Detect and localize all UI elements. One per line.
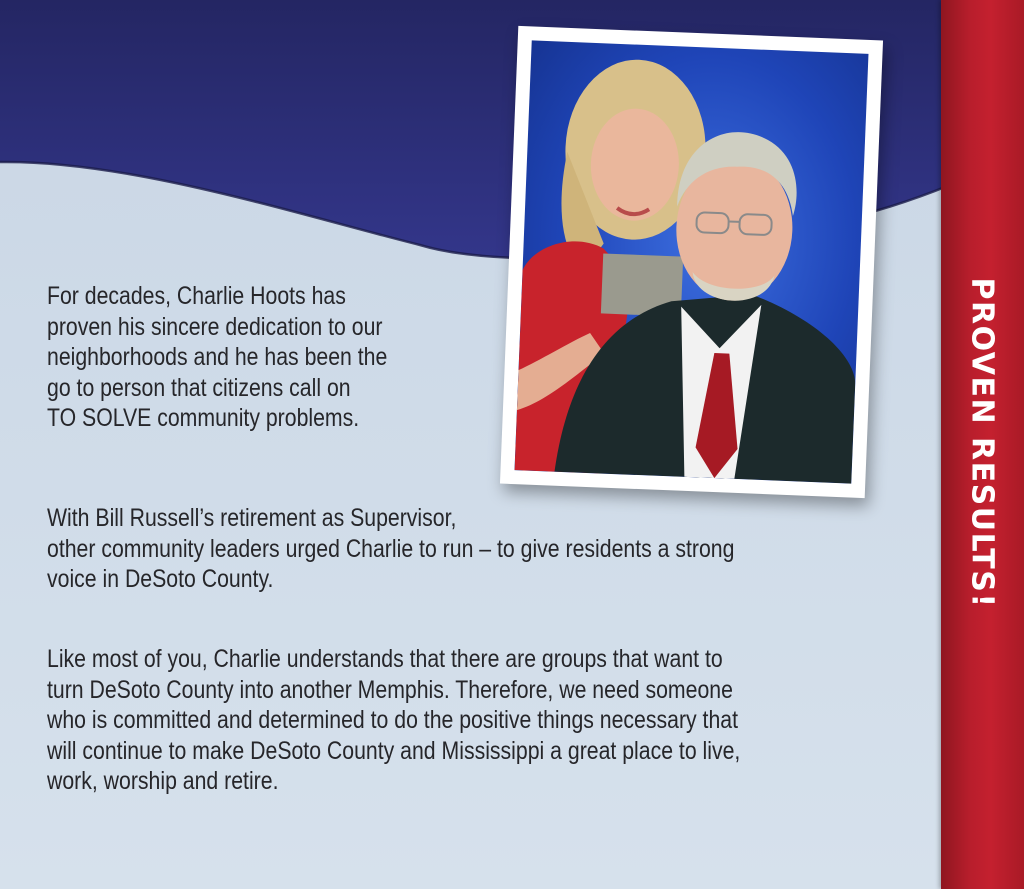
text-line: work, worship and retire. [47,767,279,795]
text-line: voice in DeSoto County. [47,565,274,593]
text-line: other community leaders urged Charlie to run – to give residents a strong [47,534,735,563]
text-line: Like most of you, Charlie understands that there are groups that want to [47,645,723,673]
sidebar-title: PROVEN RESULTS! [964,277,1000,609]
text-line: turn DeSoto County into another Memphis. Therefore, we need someone [47,675,733,704]
retirement-paragraph [47,503,734,595]
mission-paragraph [47,644,740,797]
text-line: neighborhoods and he has been the [47,343,388,371]
text-line: For decades, Charlie Hoots has [47,282,346,310]
intro-paragraph [47,281,387,434]
text-line: TO SOLVE community problems. [47,404,360,432]
candidate-photo-frame [500,26,883,498]
text-line: who is committed and determined to do the positive things necessary that [47,706,739,734]
text-line: go to person that citizens call on [47,373,351,402]
text-line: With Bill Russell’s retirement as Supervisor, [47,504,457,532]
text-line: will continue to make DeSoto County and Mississippi a great place to live, [47,736,741,765]
candidate-photo [515,40,869,483]
text-line: proven his sincere dedication to our [47,312,383,341]
